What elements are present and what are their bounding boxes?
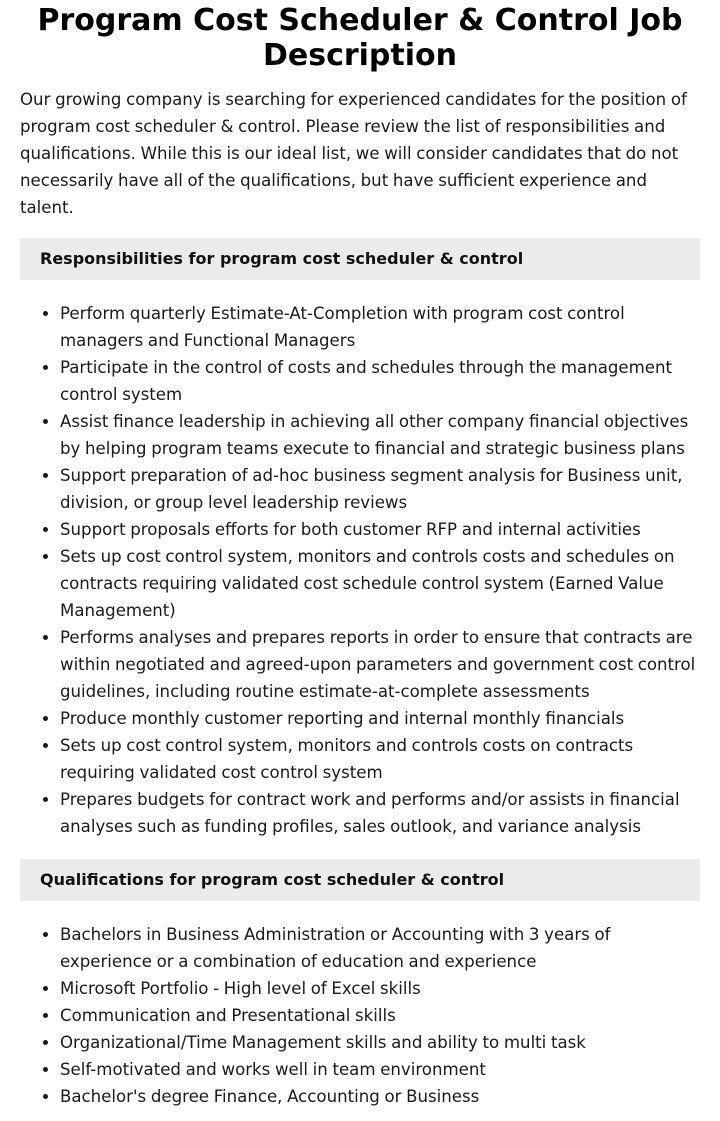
list-item: Microsoft Portfolio - High level of Excel skills	[60, 975, 700, 1002]
list-item: Performs analyses and prepares reports in order to ensure that contracts are within negotiated and agreed-upon parameters and government cost control guidelines, including routine estimate-at-complete assessments	[60, 624, 700, 705]
list-item: Self-motivated and works well in team environment	[60, 1056, 700, 1083]
list-item: Prepares budgets for contract work and performs and/or assists in financial analyses such as funding profiles, sales outlook, and variance analysis	[60, 786, 700, 840]
job-description-page	[0, 3, 720, 1110]
list-item: Sets up cost control system, monitors and controls costs on contracts requiring validated cost control system	[60, 732, 700, 786]
intro-paragraph: Our growing company is searching for experienced candidates for the position of program cost scheduler & control. Please review the list of responsibilities and qualifications. While this is our ideal list, we will consider candidates that do not necessarily have all of the qualifications, but have sufficient experience and talent.	[20, 90, 687, 217]
list-item: Participate in the control of costs and schedules through the management control system	[60, 354, 700, 408]
list-item: Support preparation of ad-hoc business segment analysis for Business unit, division, or group level leadership reviews	[60, 462, 700, 516]
qualifications-heading: Qualifications for program cost scheduler & control	[20, 859, 700, 901]
list-item: Bachelor's degree Finance, Accounting or Business	[60, 1083, 700, 1110]
list-item: Communication and Presentational skills	[60, 1002, 700, 1029]
list-item: Assist finance leadership in achieving all other company financial objectives by helping program teams execute to financial and strategic business plans	[60, 408, 700, 462]
responsibilities-heading: Responsibilities for program cost scheduler & control	[20, 238, 700, 280]
list-item: Bachelors in Business Administration or Accounting with 3 years of experience or a combination of education and experience	[60, 921, 700, 975]
page-title: Program Cost Scheduler & Control Job Description	[37, 3, 683, 73]
list-item: Sets up cost control system, monitors and controls costs and schedules on contracts requiring validated cost schedule control system (Earned Value Management)	[60, 543, 700, 624]
responsibilities-list	[20, 300, 700, 840]
qualifications-list	[20, 921, 700, 1110]
list-item: Produce monthly customer reporting and internal monthly financials	[60, 705, 700, 732]
list-item: Organizational/Time Management skills and ability to multi task	[60, 1029, 700, 1056]
list-item: Perform quarterly Estimate-At-Completion with program cost control managers and Functional Managers	[60, 300, 700, 354]
list-item: Support proposals efforts for both customer RFP and internal activities	[60, 516, 700, 543]
